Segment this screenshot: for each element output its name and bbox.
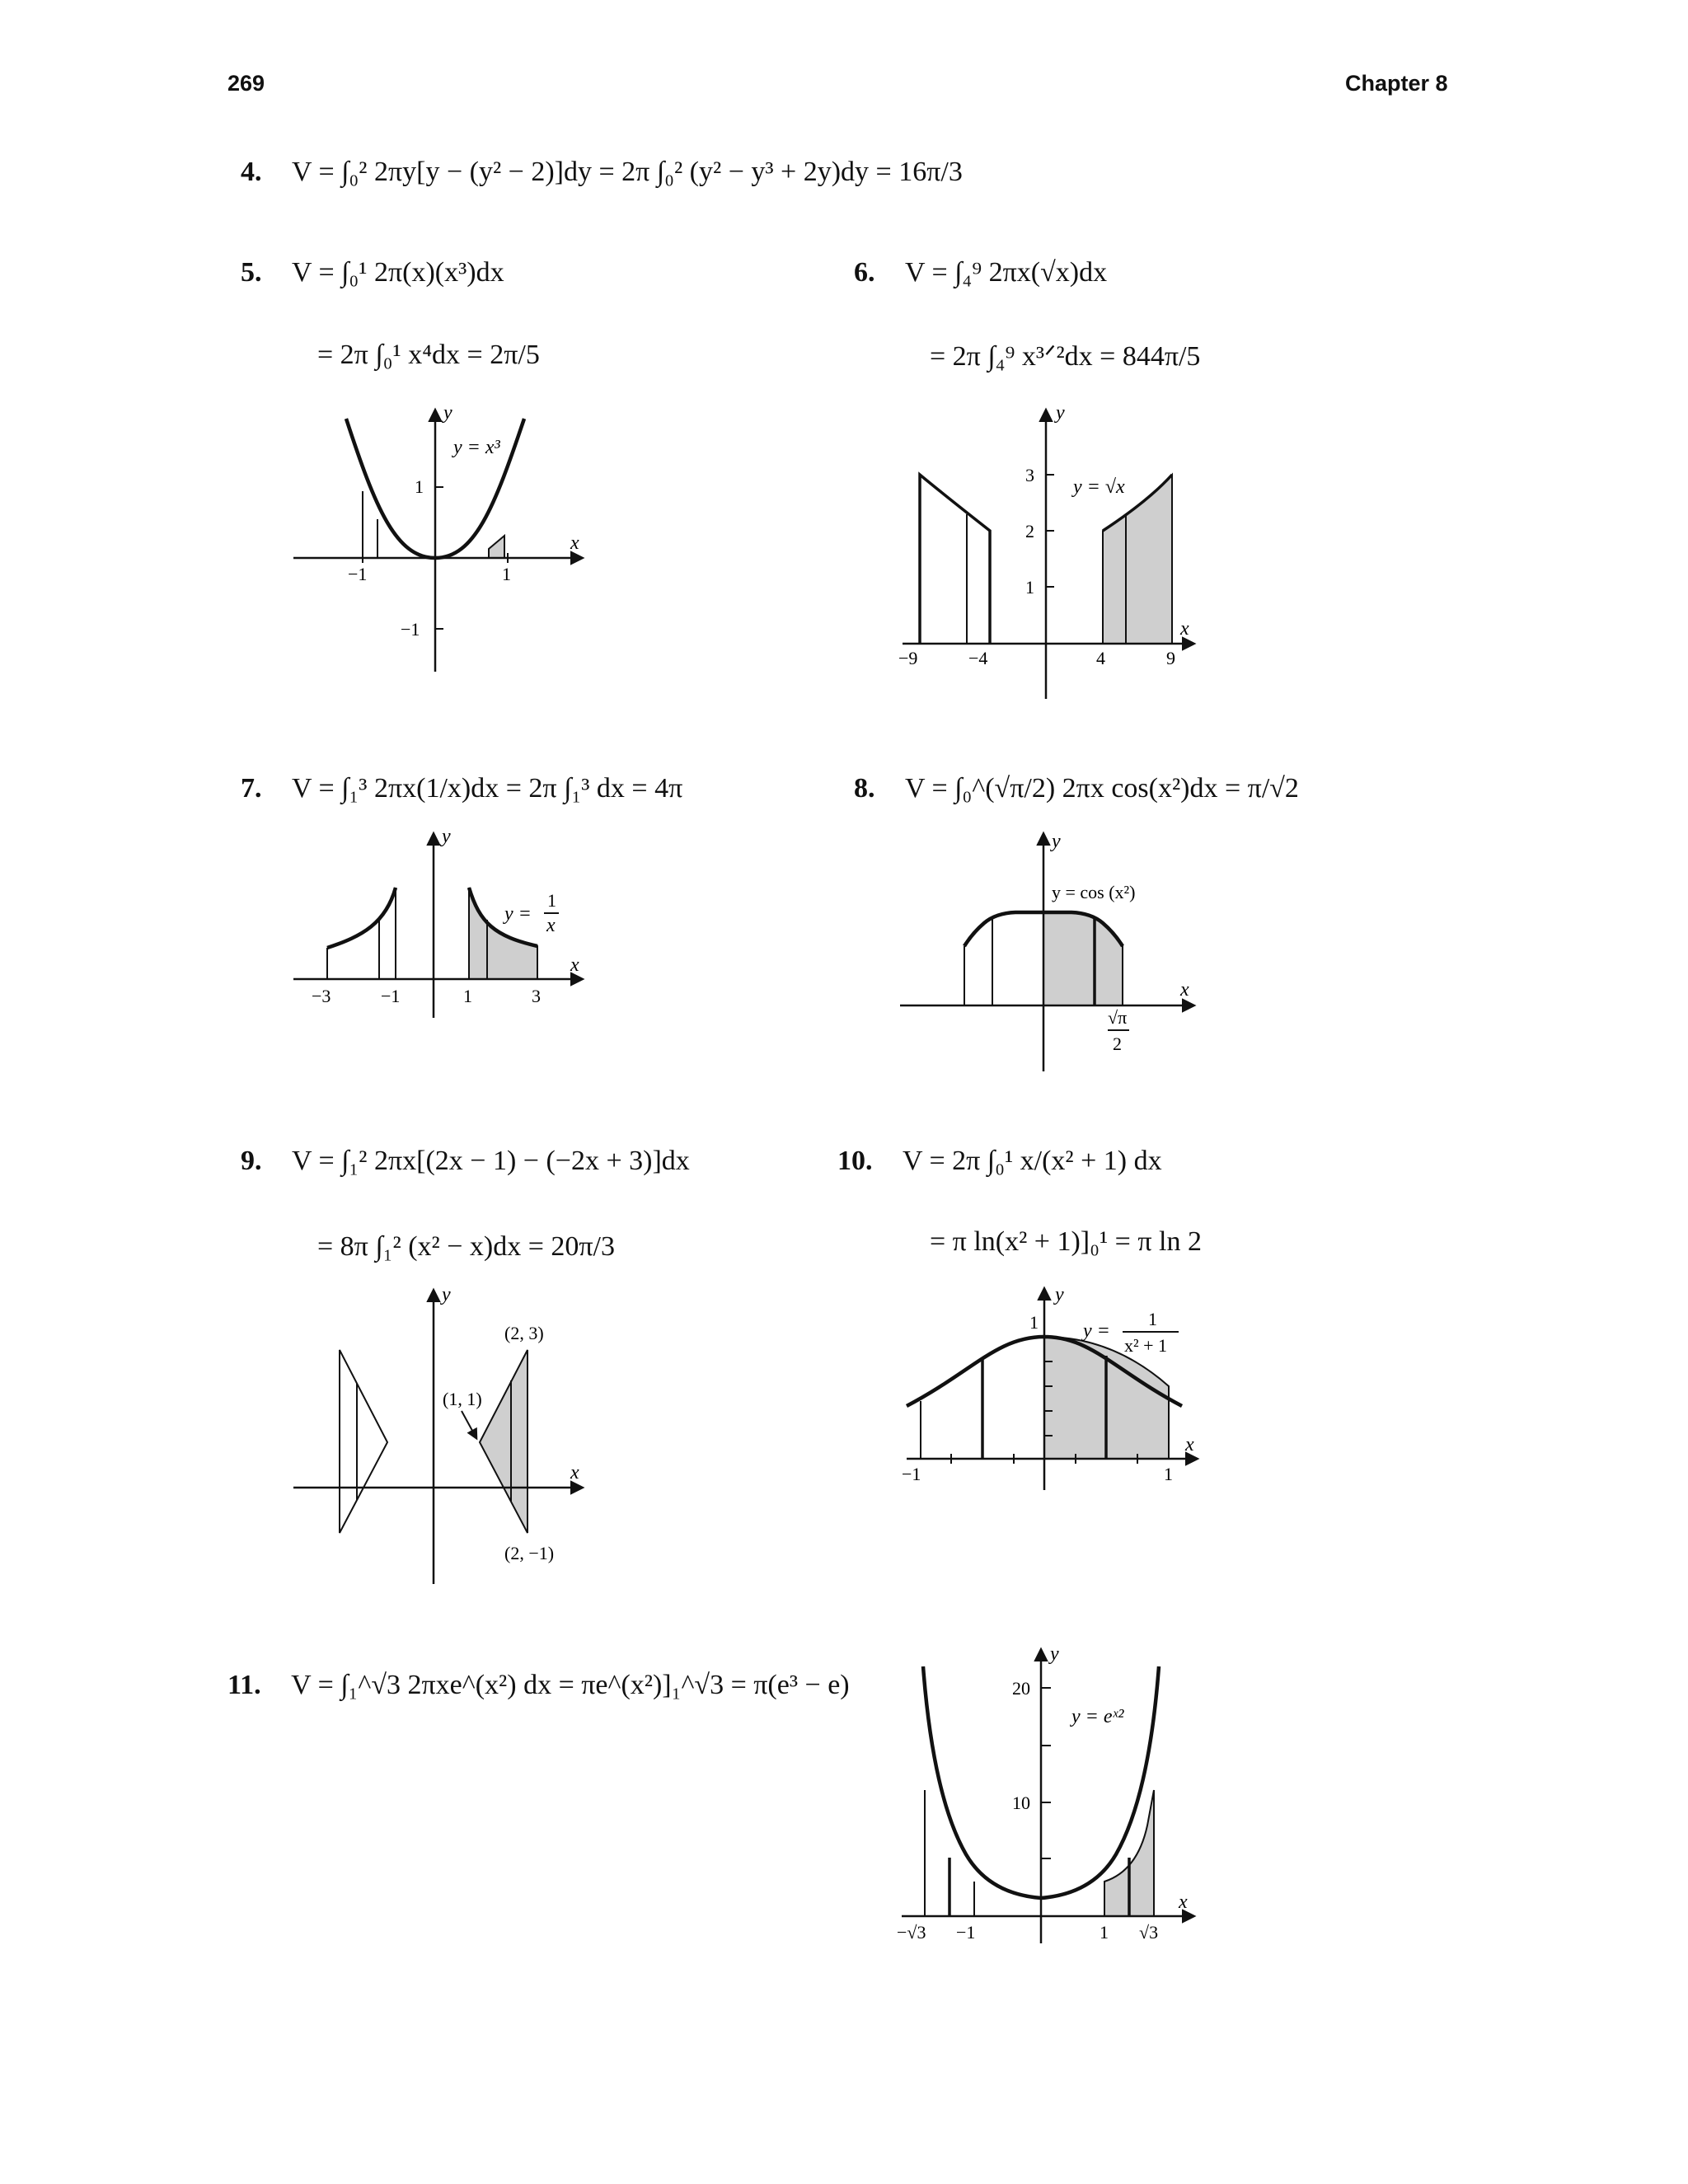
tick-label: 2 <box>1025 521 1034 541</box>
x-axis-label: x <box>1185 1434 1194 1455</box>
tick-label: −9 <box>898 648 918 668</box>
curve <box>327 888 396 948</box>
tick-label: 1 <box>1025 577 1034 598</box>
left-triangle <box>340 1350 387 1533</box>
shell-line <box>964 918 992 1005</box>
problem-number: 7. <box>241 773 262 804</box>
equation-line: V = ∫₀¹ 2π(x)(x³)dx <box>292 257 504 288</box>
shaded-region <box>480 1350 528 1533</box>
tick-label: −1 <box>401 619 420 640</box>
tick-label: 1 <box>502 564 511 584</box>
chapter-title: Chapter 8 <box>1345 71 1448 96</box>
curve-label-denominator: x² + 1 <box>1124 1335 1168 1356</box>
problem-number: 11. <box>227 1670 261 1700</box>
x-axis-label: x <box>1180 618 1189 640</box>
tick-label: 1 <box>1164 1464 1173 1484</box>
pointer-arrow <box>462 1411 476 1438</box>
tick-label: −1 <box>902 1464 921 1484</box>
equation-line: V = ∫₁² 2πx[(2x − 1) − (−2x + 3)]dx <box>292 1146 690 1176</box>
equation-line: V = ∫₀² 2πy[y − (y² − 2)]dy = 2π ∫₀² (y² − y³ + 2y)dy = 16π/3 <box>292 157 963 187</box>
problem-number: 9. <box>241 1146 262 1176</box>
equation-line: = π ln(x² + 1)]₀¹ = π ln 2 <box>930 1226 1202 1257</box>
shaded-region <box>489 536 504 558</box>
problem-number: 5. <box>241 257 262 288</box>
y-axis-label: y <box>442 1284 451 1305</box>
point-label: (2, 3) <box>504 1323 544 1343</box>
shaded-region <box>1103 475 1172 644</box>
curve-label: y = x³ <box>453 437 500 458</box>
y-axis-label: y <box>1056 402 1065 424</box>
x-axis-label: x <box>570 532 579 554</box>
x-axis-label: x <box>1179 1891 1188 1913</box>
tick-label: 1 <box>1029 1312 1039 1333</box>
x-axis-label: x <box>570 954 579 976</box>
shaded-region <box>1043 912 1123 1005</box>
y-axis-label: y <box>1050 1643 1059 1665</box>
y-axis-label: y <box>442 826 451 847</box>
y-axis-label: y <box>1055 1284 1064 1305</box>
graph-problem-9 <box>293 1284 582 1584</box>
tick-label-numerator: √π <box>1108 1007 1128 1028</box>
problem-number: 10. <box>837 1146 873 1176</box>
problem-number: 8. <box>854 773 875 804</box>
equation-line: = 8π ∫₁² (x² − x)dx = 20π/3 <box>317 1231 616 1262</box>
point-label: (2, −1) <box>504 1543 555 1563</box>
tick-label: √3 <box>1139 1922 1159 1943</box>
tick-label: 9 <box>1166 648 1175 668</box>
curve-label: y = <box>504 903 532 925</box>
equation-line: V = ∫₄⁹ 2πx(√x)dx <box>905 257 1108 288</box>
graph-problem-6 <box>898 402 1193 699</box>
problem-number: 6. <box>854 257 875 288</box>
point-label: (1, 1) <box>443 1389 482 1409</box>
left-region-outline <box>920 475 990 644</box>
tick-label: 1 <box>463 986 472 1006</box>
graph-problem-8 <box>900 831 1193 1071</box>
x-axis-label: x <box>1180 979 1189 1001</box>
tick-label: 4 <box>1096 648 1105 668</box>
equation-line: = 2π ∫₀¹ x⁴dx = 2π/5 <box>317 340 540 370</box>
tick-label: −√3 <box>897 1922 926 1943</box>
tick-label: 3 <box>532 986 541 1006</box>
y-axis-label: y <box>1052 831 1061 852</box>
x-axis-label: x <box>570 1462 579 1483</box>
tick-label: 1 <box>1100 1922 1109 1943</box>
tick-label: −3 <box>312 986 331 1006</box>
curve-label-numerator: 1 <box>547 890 556 911</box>
tick-label: 3 <box>1025 465 1034 485</box>
graph-problem-7 <box>293 826 582 1018</box>
curve-label: y = eˣ² <box>1071 1706 1124 1727</box>
y-axis-label: y <box>443 402 452 424</box>
tick-label: −1 <box>348 564 368 584</box>
graph-problem-10 <box>902 1284 1197 1490</box>
equation-line: V = 2π ∫₀¹ x/(x² + 1) dx <box>903 1146 1162 1176</box>
equation-line: V = ∫₀^(√π/2) 2πx cos(x²)dx = π/√2 <box>905 773 1299 804</box>
graph-problem-11 <box>897 1643 1193 1943</box>
curve-label: y = cos (x²) <box>1052 882 1136 902</box>
tick-mark <box>1046 475 1054 587</box>
equation-line: V = ∫₁^√3 2πxe^(x²) dx = πe^(x²)]₁^√3 = π(e³ − e) <box>291 1670 850 1700</box>
curve-label-denominator: x <box>546 915 556 936</box>
tick-label: −4 <box>968 648 988 668</box>
curve-label-numerator: 1 <box>1148 1309 1157 1329</box>
tick-label: −1 <box>381 986 401 1006</box>
equation-line: = 2π ∫₄⁹ x³ᐟ²dx = 844π/5 <box>930 341 1201 372</box>
page-number: 269 <box>227 71 265 96</box>
tick-label: 20 <box>1012 1678 1030 1699</box>
problem-number: 4. <box>241 157 262 187</box>
equation-line: V = ∫₁³ 2πx(1/x)dx = 2π ∫₁³ dx = 4π <box>292 773 683 804</box>
curve-label: y = <box>1083 1320 1110 1342</box>
tick-label-denominator: 2 <box>1113 1033 1122 1054</box>
tick-label: 10 <box>1012 1793 1030 1813</box>
tick-mark <box>1041 1688 1051 1858</box>
tick-label: −1 <box>956 1922 976 1943</box>
curve-label: y = √x <box>1073 476 1125 498</box>
graph-problem-5 <box>293 402 582 672</box>
tick-label: 1 <box>415 476 424 497</box>
